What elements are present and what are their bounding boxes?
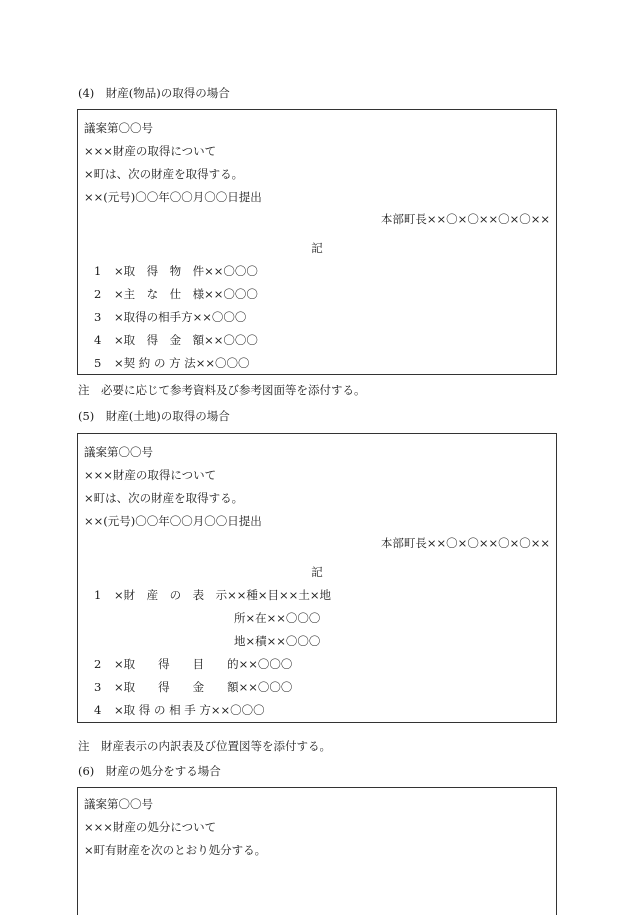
section-5-box <box>77 433 557 723</box>
bill-statement: ×町は、次の財産を取得する。 <box>84 491 244 505</box>
list-item: 3 ×取 得 金 額××〇〇〇 <box>94 680 293 694</box>
section-5-note: 注 財産表示の内訳表及び位置図等を添付する。 <box>78 739 331 753</box>
list-item: 2 ×主 な 仕 様××〇〇〇 <box>94 287 258 301</box>
bill-title: ×××財産の取得について <box>84 468 217 482</box>
section-5-heading: (5) 財産(土地)の取得の場合 <box>78 409 230 423</box>
submission-date: ××(元号)〇〇年〇〇月〇〇日提出 <box>84 190 262 204</box>
section-6-box <box>77 787 557 915</box>
section-6-heading: (6) 財産の処分をする場合 <box>78 764 221 778</box>
signer: 本部町長××〇×〇××〇×〇×× <box>380 536 550 550</box>
bill-number: 議案第〇〇号 <box>84 121 153 135</box>
bill-number: 議案第〇〇号 <box>84 445 153 459</box>
list-item: 1 ×財 産 の 表 示××種×目××土×地 <box>94 588 331 602</box>
section-4-note: 注 必要に応じて参考資料及び参考図面等を添付する。 <box>78 383 366 397</box>
ki-mark: 記 <box>311 241 323 255</box>
list-item: 2 ×取 得 目 的××〇〇〇 <box>94 657 293 671</box>
submission-date: ××(元号)〇〇年〇〇月〇〇日提出 <box>84 514 262 528</box>
list-item: 4 ×取 得 金 額××〇〇〇 <box>94 333 258 347</box>
section-4-heading: (4) 財産(物品)の取得の場合 <box>78 86 230 100</box>
list-item: 5 ×契 約 の 方 法××〇〇〇 <box>94 356 250 370</box>
list-item: 1 ×取 得 物 件××〇〇〇 <box>94 264 258 278</box>
ki-mark: 記 <box>311 565 323 579</box>
location-line: 所×在××〇〇〇 <box>234 611 321 625</box>
bill-title: ×××財産の取得について <box>84 144 217 158</box>
signer: 本部町長××〇×〇××〇×〇×× <box>380 212 550 226</box>
bill-statement: ×町は、次の財産を取得する。 <box>84 167 244 181</box>
bill-title: ×××財産の処分について <box>84 820 217 834</box>
area-line: 地×積××〇〇〇 <box>234 634 321 648</box>
list-item: 4 ×取 得 の 相 手 方××〇〇〇 <box>94 703 265 717</box>
section-4-box <box>77 109 557 375</box>
bill-statement: ×町有財産を次のとおり処分する。 <box>84 843 267 857</box>
list-item: 3 ×取得の相手方××〇〇〇 <box>94 310 247 324</box>
bill-number: 議案第〇〇号 <box>84 797 153 811</box>
